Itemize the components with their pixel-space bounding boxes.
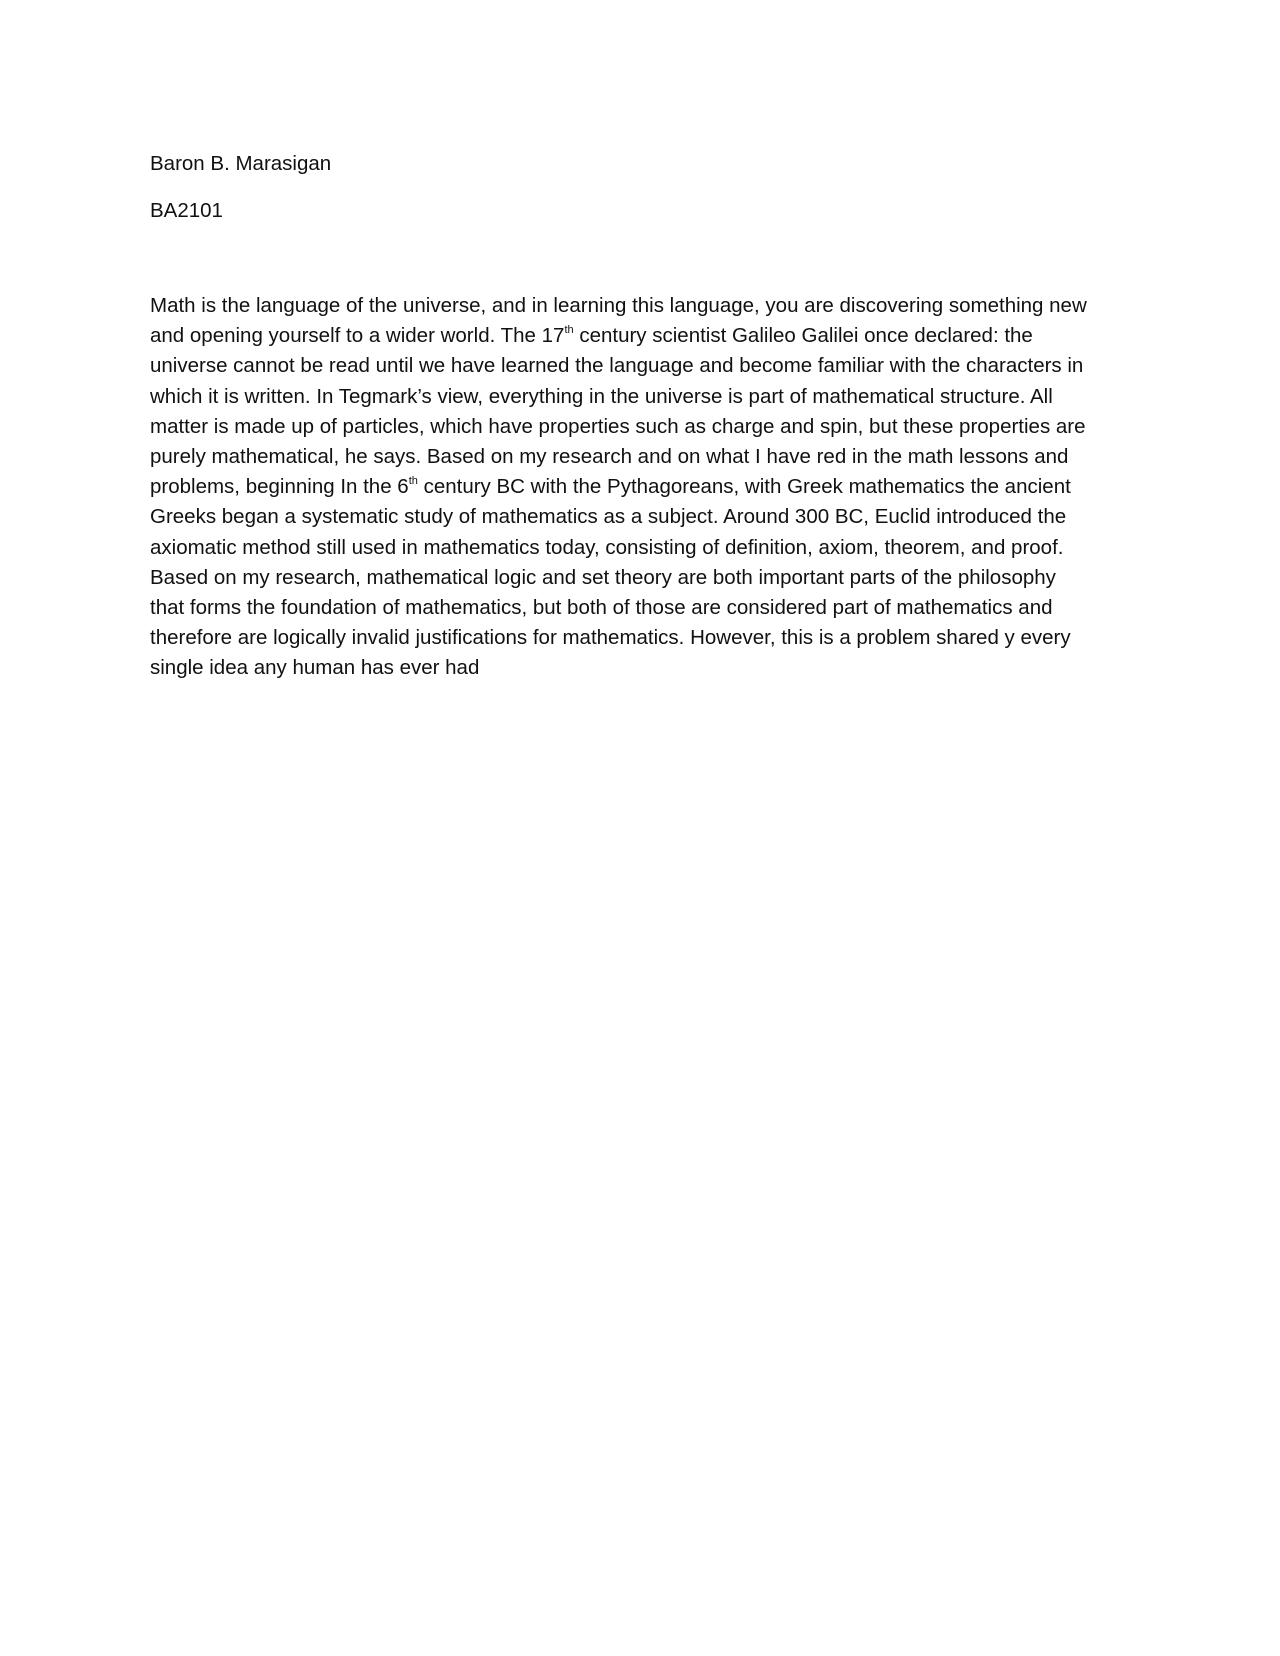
paragraph-line: axiomatic method still used in mathematics today, consisting of definition, axiom, theorem, and proof. xyxy=(150,535,1064,559)
paragraph-line: which it is written. In Tegmark’s view, everything in the universe is part of mathematical structure. All xyxy=(150,384,1053,408)
paragraph-text: and opening yourself to a wider world. The 17 xyxy=(150,324,565,348)
paragraph-text: problems, beginning In the 6 xyxy=(150,475,409,499)
author-name: Baron B. Marasigan xyxy=(150,152,332,175)
ordinal-suffix: th xyxy=(408,475,418,488)
ordinal-suffix: th xyxy=(564,324,574,337)
paragraph-line xyxy=(150,472,1130,502)
paragraph-line: Greeks began a systematic study of mathematics as a subject. Around 300 BC, Euclid introduced the xyxy=(150,505,1067,529)
paragraph-line: universe cannot be read until we have learned the language and become familiar with the characters in xyxy=(150,354,1084,378)
paragraph-line xyxy=(150,321,1130,351)
paragraph-line: single idea any human has ever had xyxy=(150,656,480,680)
section-code: BA2101 xyxy=(150,199,223,222)
essay-paragraph xyxy=(150,291,1130,684)
paragraph-text: century scientist Galileo Galilei once declared: the xyxy=(573,324,1033,348)
paragraph-line: matter is made up of particles, which have properties such as charge and spin, but these properties are xyxy=(150,414,1086,438)
paragraph-line: purely mathematical, he says. Based on my research and on what I have red in the math lessons and xyxy=(150,445,1069,469)
paragraph-text: century BC with the Pythagoreans, with Greek mathematics the ancient xyxy=(417,475,1071,499)
paragraph-line: therefore are logically invalid justifications for mathematics. However, this is a problem shared y every xyxy=(150,626,1071,650)
paragraph-line: that forms the foundation of mathematics, but both of those are considered part of mathematics and xyxy=(150,596,1053,620)
paragraph-line: Based on my research, mathematical logic and set theory are both important parts of the philosophy xyxy=(150,565,1056,589)
paragraph-line: Math is the language of the universe, and in learning this language, you are discovering something new xyxy=(150,294,1087,317)
